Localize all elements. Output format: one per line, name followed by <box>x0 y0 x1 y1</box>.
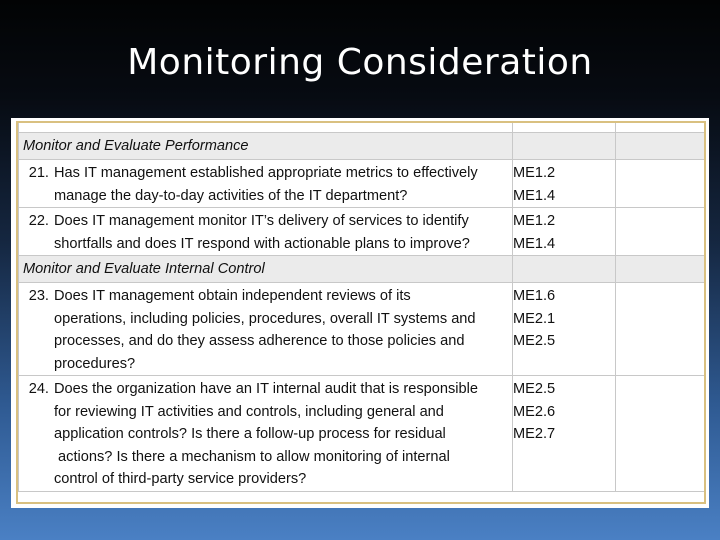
question-line: Does the organization have an IT internal audit that is responsible <box>54 381 479 397</box>
question-line: operations, including policies, procedures, overall IT systems and <box>54 310 476 327</box>
question-text <box>54 285 512 375</box>
reference-code: ME2.5 <box>513 381 556 397</box>
reference-code: ME2.5 <box>513 333 556 349</box>
table-row <box>19 283 707 376</box>
question-text <box>54 162 512 207</box>
reference-code: ME2.6 <box>513 403 556 420</box>
question-line: shortfalls and does IT respond with actionable plans to improve? <box>54 235 470 252</box>
document-border <box>16 121 706 504</box>
table-cell <box>513 121 616 133</box>
table-row <box>19 208 707 256</box>
question-cell <box>19 160 513 208</box>
question-text <box>54 210 512 255</box>
reference-code: ME2.7 <box>513 426 556 442</box>
reference-code: ME1.4 <box>513 187 556 204</box>
question-text <box>54 378 512 491</box>
question-line: procedures? <box>54 355 136 372</box>
question-line: actions? Is there a mechanism to allow monitoring of internal <box>54 448 450 465</box>
question-line: application controls? Is there a follow-up process for residual <box>54 426 446 442</box>
question-line: control of third-party service providers? <box>54 471 307 487</box>
question-line: Does IT management obtain independent reviews of its <box>54 288 411 304</box>
reference-code: ME1.2 <box>513 165 556 181</box>
question-cell <box>19 208 513 256</box>
table-cell <box>616 256 707 283</box>
question-line: processes, and do they assess adherence to those policies and <box>54 333 465 349</box>
blank-cell <box>616 160 707 208</box>
question-cell <box>19 283 513 376</box>
question-number: 23. <box>28 288 49 304</box>
question-line: manage the day-to-day activities of the IT department? <box>54 187 408 204</box>
table-row <box>19 376 707 492</box>
table-row <box>19 160 707 208</box>
table-cell <box>616 133 707 160</box>
table-cell <box>616 121 707 133</box>
reference-cell <box>513 208 616 256</box>
section-row <box>19 133 707 160</box>
slide-title: Monitoring Consideration <box>127 42 593 83</box>
section-row <box>19 256 707 283</box>
section-heading: Monitor and Evaluate Performance <box>19 133 513 160</box>
question-line: for reviewing IT activities and controls, including general and <box>54 403 444 420</box>
reference-code: ME2.1 <box>513 310 556 327</box>
reference-cell <box>513 376 616 492</box>
reference-cell <box>513 283 616 376</box>
section-heading: Monitor and Evaluate Internal Control <box>19 256 513 283</box>
table-top-strip <box>19 121 707 133</box>
reference-cell <box>513 160 616 208</box>
reference-code: ME1.6 <box>513 288 556 304</box>
question-line: Has IT management established appropriate metrics to effectively <box>54 165 478 181</box>
blank-cell <box>616 283 707 376</box>
reference-code: ME1.2 <box>513 213 556 229</box>
question-number: 21. <box>28 165 49 181</box>
question-number: 24. <box>28 381 49 397</box>
blank-cell <box>616 208 707 256</box>
table-cell <box>513 133 616 160</box>
checklist-table <box>18 121 706 492</box>
question-number: 22. <box>28 213 49 229</box>
reference-code: ME1.4 <box>513 235 556 252</box>
document-image <box>11 118 709 508</box>
table-cell <box>513 256 616 283</box>
question-cell <box>19 376 513 492</box>
blank-cell <box>616 376 707 492</box>
question-line: Does IT management monitor IT’s delivery of services to identify <box>54 213 469 229</box>
table-cell <box>19 121 513 133</box>
